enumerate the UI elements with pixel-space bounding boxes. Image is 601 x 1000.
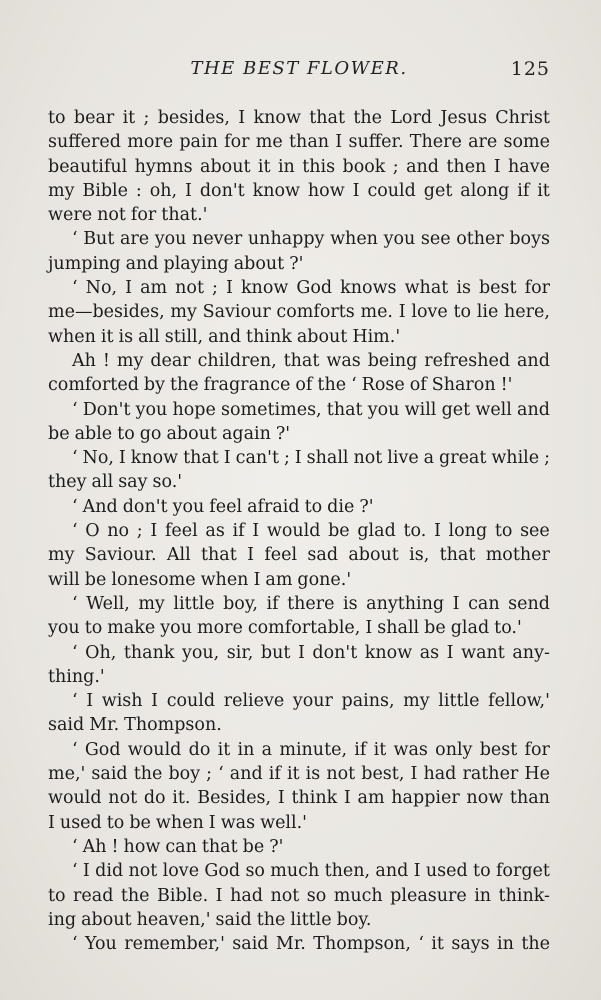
chapter-title: THE BEST FLOWER. <box>190 58 408 79</box>
text-line: ‘ Don't you hope sometimes, that you will get well and <box>72 399 550 420</box>
text-line: ‘ Well, my little boy, if there is anything I can send <box>72 593 550 614</box>
text-line: my Saviour. All that I feel sad about is, that mother <box>48 545 550 566</box>
text-line: ‘ And don't you feel afraid to die ?' <box>72 496 374 517</box>
text-line: ‘ Ah ! how can that be ?' <box>72 836 284 857</box>
text-line: ‘ But are you never unhappy when you see other boys <box>72 229 550 250</box>
text-line: I used to be when I was well.' <box>48 812 307 833</box>
text-line: ‘ I wish I could relieve your pains, my little fellow,' <box>72 691 550 712</box>
running-head <box>48 58 550 86</box>
text-line: suffered more pain for me than I suffer. There are some <box>48 132 550 153</box>
text-line: ‘ You remember,' said Mr. Thompson, ‘ it says in the <box>72 934 550 955</box>
text-line: ‘ O no ; I feel as if I would be glad to. I long to see <box>72 521 550 542</box>
text-line: thing.' <box>48 666 105 687</box>
text-line: beautiful hymns about it in this book ; and then I have <box>48 156 550 177</box>
text-line: me—besides, my Saviour comforts me. I love to lie here, <box>48 302 550 323</box>
text-line: will be lonesome when I am gone.' <box>48 569 352 590</box>
text-line: ‘ No, I am not ; I know God knows what is best for <box>72 278 550 299</box>
text-line: they all say so.' <box>48 472 183 493</box>
text-line: ‘ I did not love God so much then, and I used to forget <box>72 861 550 882</box>
text-line: ing about heaven,' said the little boy. <box>48 909 372 930</box>
text-line: ‘ God would do it in a minute, if it was only best for <box>72 739 550 760</box>
text-line: would not do it. Besides, I think I am happier now than <box>48 788 550 809</box>
text-line: were not for that.' <box>48 205 208 226</box>
text-line: be able to go about again ?' <box>48 423 291 444</box>
text-line: ‘ Oh, thank you, sir, but I don't know as I want any- <box>72 642 550 663</box>
text-line: to bear it ; besides, I know that the Lord Jesus Christ <box>48 108 550 128</box>
text-line: when it is all still, and think about Him.' <box>48 326 401 347</box>
text-line: Ah ! my dear children, that was being refreshed and <box>72 350 550 371</box>
body-text <box>48 106 550 956</box>
page-number: 125 <box>510 58 550 80</box>
text-line: comforted by the fragrance of the ‘ Rose of Sharon !' <box>48 375 513 396</box>
text-line: ‘ No, I know that I can't ; I shall not live a great while ; <box>72 448 550 469</box>
text-line: jumping and playing about ?' <box>48 253 304 274</box>
text-line: my Bible : oh, I don't know how I could get along if it <box>48 180 550 201</box>
text-line: said Mr. Thompson. <box>48 715 222 736</box>
text-line: to read the Bible. I had not so much pleasure in think- <box>48 885 550 906</box>
text-line: me,' said the boy ; ‘ and if it is not best, I had rather He <box>48 764 550 785</box>
text-line: you to make you more comfortable, I shall be glad to.' <box>48 618 522 639</box>
